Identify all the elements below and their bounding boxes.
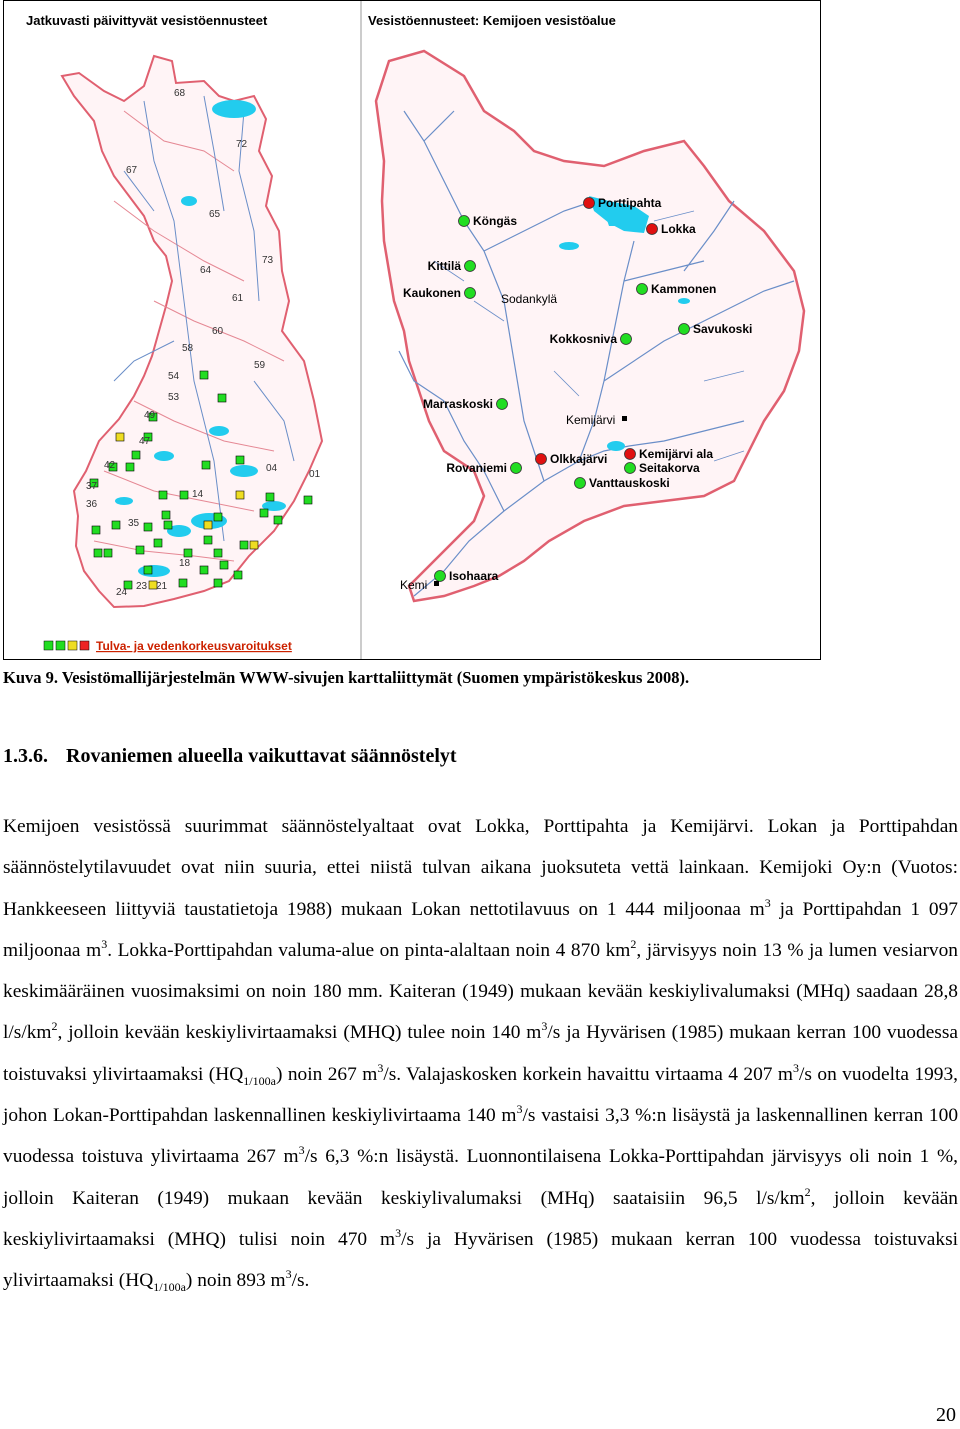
station-marker[interactable] (465, 288, 476, 299)
basin-number-label: 47 (139, 436, 151, 447)
basin-number-label: 21 (156, 581, 168, 592)
station-label[interactable]: Porttipahta (598, 196, 662, 210)
station-marker[interactable] (647, 224, 658, 235)
basin-number-label: 65 (209, 209, 221, 220)
station-marker[interactable] (459, 216, 470, 227)
station-marker[interactable] (621, 334, 632, 345)
station-marker[interactable] (465, 261, 476, 272)
station-label[interactable]: Kammonen (651, 282, 717, 296)
town-label: Kemijärvi (566, 413, 616, 427)
station-flag-icon[interactable] (214, 513, 222, 521)
station-flag-icon[interactable] (180, 491, 188, 499)
station-label[interactable]: Köngäs (473, 214, 518, 228)
station-flag-icon[interactable] (136, 546, 144, 554)
station-marker[interactable] (584, 198, 595, 209)
station-flag-icon[interactable] (304, 496, 312, 504)
town-marker (622, 416, 627, 421)
station-flag-icon[interactable] (164, 521, 172, 529)
station-flag-icon[interactable] (104, 549, 112, 557)
station-marker[interactable] (511, 463, 522, 474)
town-label: Sodankylä (501, 292, 558, 306)
right-map-title: Vesistöennusteet: Kemijoen vesistöalue (368, 13, 616, 28)
basin-number-label: 60 (212, 326, 224, 337)
basin-number-label: 18 (179, 558, 191, 569)
station-flag-icon[interactable] (162, 511, 170, 519)
kemijoki-map (376, 51, 804, 601)
station-flag-icon[interactable] (112, 521, 120, 529)
station-marker[interactable] (625, 463, 636, 474)
map-figure (3, 0, 821, 660)
basin-number-label: 67 (126, 165, 138, 176)
finland-map (62, 56, 322, 607)
left-map-title: Jatkuvasti päivittyvät vesistöennusteet (26, 13, 268, 28)
basin-number-label: 04 (266, 463, 278, 474)
station-label[interactable]: Lokka (661, 222, 696, 236)
basin-number-label: 23 (136, 581, 148, 592)
station-marker[interactable] (435, 571, 446, 582)
station-marker[interactable] (575, 478, 586, 489)
basin-number-label: 59 (254, 360, 266, 371)
basin-number-label: 72 (236, 139, 248, 150)
station-flag-icon[interactable] (214, 579, 222, 587)
station-label[interactable]: Kittilä (427, 259, 461, 273)
station-marker[interactable] (497, 399, 508, 410)
station-flag-icon[interactable] (179, 579, 187, 587)
station-label[interactable]: Kemijärvi ala (639, 447, 714, 461)
station-flag-icon[interactable] (144, 523, 152, 531)
station-marker[interactable] (536, 454, 547, 465)
legend-label[interactable]: Tulva- ja vedenkorkeusvaroitukset (96, 639, 292, 653)
station-flag-icon[interactable] (260, 509, 268, 517)
basin-number-label: 36 (86, 499, 98, 510)
station-flag-icon[interactable] (204, 521, 212, 529)
basin-number-label: 73 (262, 255, 274, 266)
basin-number-label: 54 (168, 371, 180, 382)
basin-number-label: 58 (182, 343, 194, 354)
station-flag-icon[interactable] (200, 371, 208, 379)
legend (44, 639, 292, 653)
station-flag-icon[interactable] (204, 536, 212, 544)
station-flag-icon[interactable] (144, 566, 152, 574)
basin-number-label: 64 (200, 265, 212, 276)
basin-number-label: 49 (144, 410, 156, 421)
station-label[interactable]: Marraskoski (422, 397, 493, 411)
basin-number-label: 14 (192, 489, 204, 500)
legend-flag-icon (44, 641, 53, 650)
station-flag-icon[interactable] (236, 456, 244, 464)
basin-number-label: 42 (104, 460, 116, 471)
station-flag-icon[interactable] (159, 491, 167, 499)
legend-flag-icon (80, 641, 89, 650)
station-flag-icon[interactable] (220, 561, 228, 569)
page-number: 20 (936, 1404, 956, 1426)
map-canvas (4, 1, 820, 659)
station-flag-icon[interactable] (154, 539, 162, 547)
station-flag-icon[interactable] (266, 493, 274, 501)
basin-number-label: 68 (174, 88, 186, 99)
station-flag-icon[interactable] (202, 461, 210, 469)
station-label[interactable]: Isohaara (449, 569, 499, 583)
station-marker[interactable] (637, 284, 648, 295)
section-heading (3, 745, 457, 768)
section-number: 1.3.6. (3, 745, 48, 767)
station-label[interactable]: Savukoski (693, 322, 753, 336)
station-flag-icon[interactable] (214, 549, 222, 557)
station-label[interactable]: Kaukonen (402, 286, 461, 300)
station-flag-icon[interactable] (94, 549, 102, 557)
station-marker[interactable] (625, 449, 636, 460)
station-flag-icon[interactable] (234, 571, 242, 579)
station-flag-icon[interactable] (132, 451, 140, 459)
station-flag-icon[interactable] (274, 516, 282, 524)
station-label[interactable]: Kokkosniva (549, 332, 617, 346)
section-title: Rovaniemen alueella vaikuttavat säännöstelyt (66, 745, 457, 767)
basin-number-label: 61 (232, 293, 244, 304)
station-label[interactable]: Rovaniemi (446, 461, 507, 475)
station-flag-icon[interactable] (184, 549, 192, 557)
legend-flag-icon (68, 641, 77, 650)
town-marker (434, 581, 439, 586)
station-flag-icon[interactable] (218, 394, 226, 402)
station-flag-icon[interactable] (116, 433, 124, 441)
station-flag-icon[interactable] (250, 541, 258, 549)
figure-caption: Kuva 9. Vesistömallijärjestelmän WWW-sivujen karttaliittymät (Suomen ympäristökeskus 2008). (3, 668, 690, 687)
station-flag-icon[interactable] (200, 566, 208, 574)
station-marker[interactable] (679, 324, 690, 335)
station-label[interactable]: Olkkajärvi (550, 452, 608, 466)
station-flag-icon[interactable] (126, 463, 134, 471)
station-label[interactable]: Vanttauskoski (589, 476, 670, 490)
basin-number-label: 37 (86, 481, 98, 492)
basin-number-label: 24 (116, 587, 128, 598)
station-label[interactable]: Seitakorva (639, 461, 700, 475)
town-label: Kemi (400, 578, 428, 592)
body-paragraph: Kemijoen vesistössä suurimmat säännöstelyaltaat ovat Lokka, Porttipahta ja Kemijärvi. Lokan ja Porttipahdan säännöstelytilavuudet ovat niin suuria, ettei niistä tulvan aikana juoksuteta vettä lainkaan. Kemijoki Oy:n (Vuotos: Hankkeeseen liittyviä taustatietoja 1988) mukaan Lokan nettotilavuus on 1 444 miljoonaa $m^3$ ja Porttipahdan 1 097 miljoonaa $m^3$. Lokka-Porttipahdan valuma-alue on pinta-alaltaan noin 4 870 $km^2$, järvisyys noin 13 % ja lumen vesiarvon keskimääräinen vuosimaksimi on noin 180 mm. Kaiteran (1949) mukaan kevään keskiylivalumaksi (MHq) saadaan 28,8 $l/s/km^2$, jolloin kevään keskiylivirtaamaksi (MHQ) tulee noin 140 $m^3/s$ ja Hyvärisen (1985) mukaan kerran 100 vuodessa toistuvaksi ylivirtaamaksi $(HQ_{1/100a})$ noin 267 $m^3/s$. Valajaskosken korkein havaittu virtaama 4 207 $m^3/s$ on vuodelta 1993, johon Lokan-Porttipahdan laskennallinen keskiylivirtaama 140 $m^3/s$ vastaisi 3,3 %:n lisäystä ja laskennallinen kerran 100 vuodessa toistuva ylivirtaama 267 $m^3/s$ 6,3 %:n lisäystä. Luonnontilaisena Lokka-Porttipahdan järvisyys oli noin 1 %, jolloin Kaiteran (1949) mukaan kevään keskiylivalumaksi (MHq) saataisiin 96,5 $l/s/km^2$, jolloin kevään keskiylivirtaamaksi (MHQ) tulisi noin 470 $m^3/s$ ja Hyvärisen (1985) mukaan kerran 100 vuodessa toistuvaksi ylivirtaamaksi $(HQ_{1/100a})$ noin 893 $m^3/s$. (3, 816, 959, 1295)
station-flag-icon[interactable] (240, 541, 248, 549)
station-flag-icon[interactable] (92, 526, 100, 534)
legend-flag-icon (56, 641, 65, 650)
basin-number-label: 35 (128, 518, 140, 529)
basin-number-label: 53 (168, 392, 180, 403)
basin-number-label: 01 (309, 469, 321, 480)
station-flag-icon[interactable] (236, 491, 244, 499)
